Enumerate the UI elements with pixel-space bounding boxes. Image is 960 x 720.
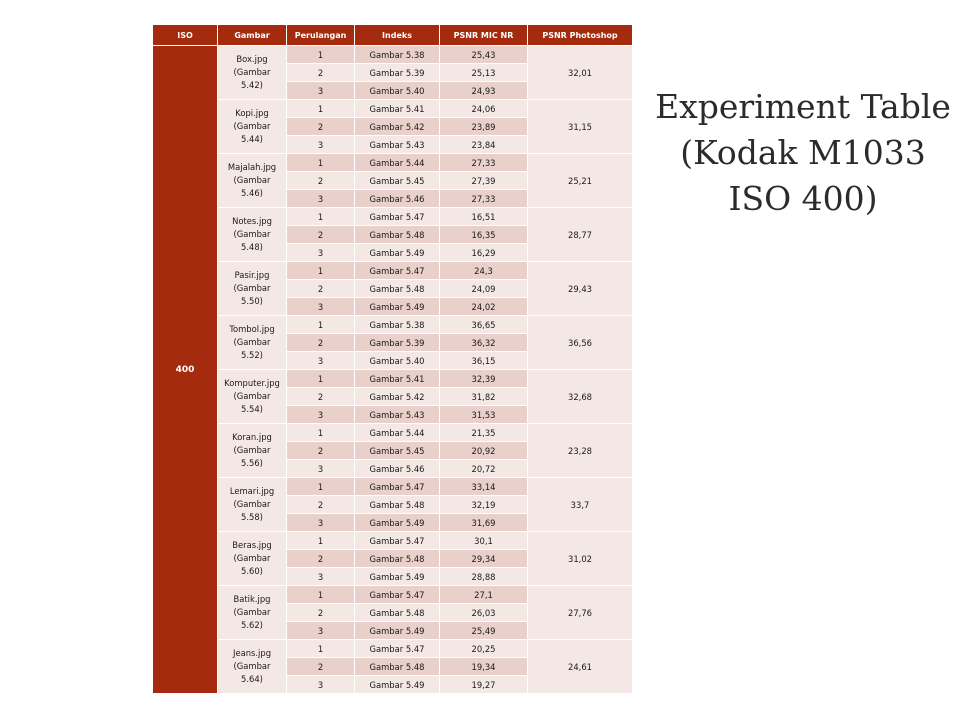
- psnr-mic-nr-cell: 24,06: [440, 100, 528, 118]
- table-row: [153, 316, 633, 334]
- psnr-mic-nr-cell: 26,03: [440, 604, 528, 622]
- indeks-cell: Gambar 5.38: [355, 46, 440, 64]
- experiment-table: [152, 24, 633, 694]
- indeks-cell: Gambar 5.43: [355, 406, 440, 424]
- indeks-cell: Gambar 5.42: [355, 388, 440, 406]
- gambar-cell: Box.jpg (Gambar 5.42): [218, 46, 287, 100]
- perulangan-cell: 3: [287, 82, 355, 100]
- slide-title: Experiment Table (Kodak M1033 ISO 400): [655, 87, 951, 218]
- psnr-mic-nr-cell: 32,39: [440, 370, 528, 388]
- perulangan-cell: 1: [287, 424, 355, 442]
- perulangan-cell: 2: [287, 496, 355, 514]
- indeks-cell: Gambar 5.48: [355, 496, 440, 514]
- indeks-cell: Gambar 5.47: [355, 532, 440, 550]
- psnr-mic-nr-cell: 23,84: [440, 136, 528, 154]
- psnr-mic-nr-cell: 24,93: [440, 82, 528, 100]
- perulangan-cell: 2: [287, 334, 355, 352]
- table-row: [153, 532, 633, 550]
- table-row: [153, 262, 633, 280]
- table-body: [153, 46, 633, 694]
- psnr-mic-nr-cell: 28,88: [440, 568, 528, 586]
- indeks-cell: Gambar 5.48: [355, 226, 440, 244]
- perulangan-cell: 2: [287, 280, 355, 298]
- psnr-mic-nr-cell: 23,89: [440, 118, 528, 136]
- psnr-mic-nr-cell: 24,3: [440, 262, 528, 280]
- psnr-mic-nr-cell: 31,53: [440, 406, 528, 424]
- perulangan-cell: 3: [287, 298, 355, 316]
- table-header-row: [153, 25, 633, 46]
- psnr-mic-nr-cell: 27,39: [440, 172, 528, 190]
- indeks-cell: Gambar 5.44: [355, 154, 440, 172]
- perulangan-cell: 1: [287, 640, 355, 658]
- header-indeks: Indeks: [355, 25, 440, 46]
- perulangan-cell: 2: [287, 172, 355, 190]
- indeks-cell: Gambar 5.49: [355, 298, 440, 316]
- psnr-mic-nr-cell: 29,34: [440, 550, 528, 568]
- psnr-mic-nr-cell: 33,14: [440, 478, 528, 496]
- gambar-cell: Lemari.jpg (Gambar 5.58): [218, 478, 287, 532]
- table-row: [153, 370, 633, 388]
- perulangan-cell: 3: [287, 568, 355, 586]
- header-psnr-mic-nr: PSNR MIC NR: [440, 25, 528, 46]
- perulangan-cell: 1: [287, 46, 355, 64]
- gambar-cell: Kopi.jpg (Gambar 5.44): [218, 100, 287, 154]
- perulangan-cell: 1: [287, 370, 355, 388]
- indeks-cell: Gambar 5.38: [355, 316, 440, 334]
- gambar-cell: Tombol.jpg (Gambar 5.52): [218, 316, 287, 370]
- perulangan-cell: 3: [287, 676, 355, 694]
- psnr-mic-nr-cell: 32,19: [440, 496, 528, 514]
- table-row: [153, 154, 633, 172]
- indeks-cell: Gambar 5.46: [355, 190, 440, 208]
- indeks-cell: Gambar 5.41: [355, 100, 440, 118]
- perulangan-cell: 1: [287, 586, 355, 604]
- gambar-cell: Pasir.jpg (Gambar 5.50): [218, 262, 287, 316]
- psnr-mic-nr-cell: 27,33: [440, 190, 528, 208]
- psnr-mic-nr-cell: 36,65: [440, 316, 528, 334]
- table-row: [153, 100, 633, 118]
- psnr-mic-nr-cell: 25,49: [440, 622, 528, 640]
- psnr-mic-nr-cell: 20,25: [440, 640, 528, 658]
- gambar-cell: Notes.jpg (Gambar 5.48): [218, 208, 287, 262]
- indeks-cell: Gambar 5.39: [355, 334, 440, 352]
- gambar-cell: Komputer.jpg (Gambar 5.54): [218, 370, 287, 424]
- table-row: [153, 208, 633, 226]
- perulangan-cell: 3: [287, 244, 355, 262]
- psnr-mic-nr-cell: 27,1: [440, 586, 528, 604]
- table-row: [153, 478, 633, 496]
- psnr-mic-nr-cell: 30,1: [440, 532, 528, 550]
- header-gambar: Gambar: [218, 25, 287, 46]
- indeks-cell: Gambar 5.46: [355, 460, 440, 478]
- indeks-cell: Gambar 5.48: [355, 550, 440, 568]
- indeks-cell: Gambar 5.47: [355, 640, 440, 658]
- indeks-cell: Gambar 5.41: [355, 370, 440, 388]
- table-row: [153, 424, 633, 442]
- perulangan-cell: 2: [287, 388, 355, 406]
- indeks-cell: Gambar 5.48: [355, 658, 440, 676]
- psnr-photoshop-cell: 25,21: [528, 154, 633, 208]
- indeks-cell: Gambar 5.48: [355, 280, 440, 298]
- indeks-cell: Gambar 5.44: [355, 424, 440, 442]
- gambar-cell: Majalah.jpg (Gambar 5.46): [218, 154, 287, 208]
- perulangan-cell: 3: [287, 514, 355, 532]
- perulangan-cell: 2: [287, 550, 355, 568]
- perulangan-cell: 3: [287, 406, 355, 424]
- indeks-cell: Gambar 5.48: [355, 604, 440, 622]
- perulangan-cell: 3: [287, 622, 355, 640]
- header-psnr-photoshop: PSNR Photoshop: [528, 25, 633, 46]
- gambar-cell: Batik.jpg (Gambar 5.62): [218, 586, 287, 640]
- indeks-cell: Gambar 5.49: [355, 514, 440, 532]
- indeks-cell: Gambar 5.47: [355, 208, 440, 226]
- indeks-cell: Gambar 5.49: [355, 622, 440, 640]
- psnr-photoshop-cell: 23,28: [528, 424, 633, 478]
- perulangan-cell: 1: [287, 208, 355, 226]
- table-row: [153, 640, 633, 658]
- psnr-mic-nr-cell: 27,33: [440, 154, 528, 172]
- psnr-mic-nr-cell: 21,35: [440, 424, 528, 442]
- perulangan-cell: 3: [287, 136, 355, 154]
- perulangan-cell: 3: [287, 190, 355, 208]
- psnr-photoshop-cell: 27,76: [528, 586, 633, 640]
- psnr-mic-nr-cell: 16,51: [440, 208, 528, 226]
- perulangan-cell: 1: [287, 262, 355, 280]
- psnr-mic-nr-cell: 19,27: [440, 676, 528, 694]
- indeks-cell: Gambar 5.49: [355, 244, 440, 262]
- header-perulangan: Perulangan: [287, 25, 355, 46]
- gambar-cell: Jeans.jpg (Gambar 5.64): [218, 640, 287, 694]
- table-row: [153, 46, 633, 64]
- psnr-photoshop-cell: 28,77: [528, 208, 633, 262]
- indeks-cell: Gambar 5.45: [355, 172, 440, 190]
- psnr-mic-nr-cell: 20,92: [440, 442, 528, 460]
- indeks-cell: Gambar 5.47: [355, 262, 440, 280]
- perulangan-cell: 1: [287, 478, 355, 496]
- indeks-cell: Gambar 5.45: [355, 442, 440, 460]
- indeks-cell: Gambar 5.40: [355, 352, 440, 370]
- psnr-mic-nr-cell: 16,35: [440, 226, 528, 244]
- psnr-mic-nr-cell: 19,34: [440, 658, 528, 676]
- indeks-cell: Gambar 5.40: [355, 82, 440, 100]
- perulangan-cell: 3: [287, 460, 355, 478]
- psnr-photoshop-cell: 33,7: [528, 478, 633, 532]
- iso-cell: 400: [153, 46, 218, 694]
- perulangan-cell: 2: [287, 604, 355, 622]
- experiment-table-container: [152, 24, 632, 694]
- psnr-photoshop-cell: 31,02: [528, 532, 633, 586]
- psnr-mic-nr-cell: 25,43: [440, 46, 528, 64]
- gambar-cell: Koran.jpg (Gambar 5.56): [218, 424, 287, 478]
- perulangan-cell: 2: [287, 64, 355, 82]
- psnr-photoshop-cell: 32,68: [528, 370, 633, 424]
- psnr-mic-nr-cell: 25,13: [440, 64, 528, 82]
- psnr-mic-nr-cell: 20,72: [440, 460, 528, 478]
- psnr-photoshop-cell: 24,61: [528, 640, 633, 694]
- psnr-mic-nr-cell: 36,15: [440, 352, 528, 370]
- perulangan-cell: 2: [287, 658, 355, 676]
- gambar-cell: Beras.jpg (Gambar 5.60): [218, 532, 287, 586]
- psnr-mic-nr-cell: 24,09: [440, 280, 528, 298]
- psnr-mic-nr-cell: 24,02: [440, 298, 528, 316]
- perulangan-cell: 1: [287, 532, 355, 550]
- perulangan-cell: 2: [287, 442, 355, 460]
- perulangan-cell: 1: [287, 100, 355, 118]
- indeks-cell: Gambar 5.43: [355, 136, 440, 154]
- header-iso: ISO: [153, 25, 218, 46]
- psnr-photoshop-cell: 32,01: [528, 46, 633, 100]
- psnr-mic-nr-cell: 31,69: [440, 514, 528, 532]
- psnr-photoshop-cell: 36,56: [528, 316, 633, 370]
- perulangan-cell: 3: [287, 352, 355, 370]
- perulangan-cell: 2: [287, 226, 355, 244]
- table-row: [153, 586, 633, 604]
- indeks-cell: Gambar 5.49: [355, 568, 440, 586]
- perulangan-cell: 2: [287, 118, 355, 136]
- perulangan-cell: 1: [287, 316, 355, 334]
- indeks-cell: Gambar 5.42: [355, 118, 440, 136]
- indeks-cell: Gambar 5.49: [355, 676, 440, 694]
- indeks-cell: Gambar 5.47: [355, 586, 440, 604]
- perulangan-cell: 1: [287, 154, 355, 172]
- psnr-photoshop-cell: 31,15: [528, 100, 633, 154]
- psnr-mic-nr-cell: 16,29: [440, 244, 528, 262]
- psnr-photoshop-cell: 29,43: [528, 262, 633, 316]
- indeks-cell: Gambar 5.39: [355, 64, 440, 82]
- psnr-mic-nr-cell: 31,82: [440, 388, 528, 406]
- psnr-mic-nr-cell: 36,32: [440, 334, 528, 352]
- indeks-cell: Gambar 5.47: [355, 478, 440, 496]
